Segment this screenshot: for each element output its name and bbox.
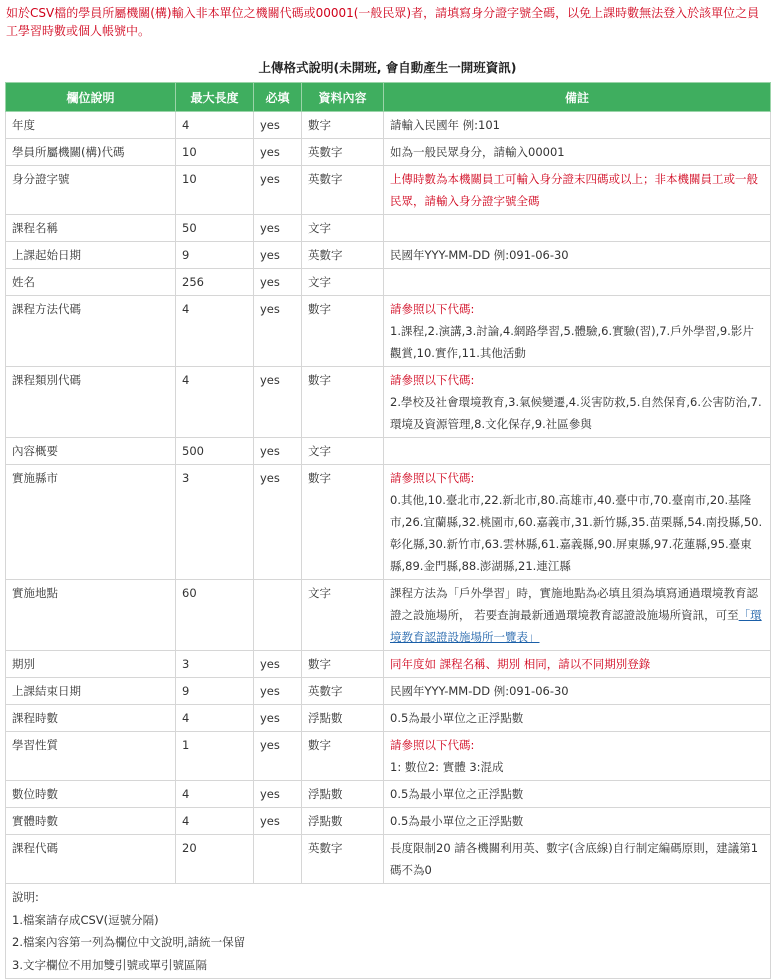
- cell-field: 實施縣市: [6, 465, 176, 580]
- footer-line: 3.文字欄位不用加雙引號或單引號區隔: [12, 957, 207, 972]
- cell-field: 身分證字號: [6, 166, 176, 215]
- cell-required: yes: [254, 705, 302, 732]
- note-text: 請輸入民國年 例:101: [390, 118, 500, 132]
- note-text: 如為一般民眾身分，請輸入00001: [390, 145, 565, 159]
- cell-note: [384, 732, 771, 781]
- cell-note: [384, 705, 771, 732]
- cell-required: yes: [254, 651, 302, 678]
- header-field: 欄位說明: [6, 83, 176, 112]
- cell-note: [384, 139, 771, 166]
- table-header-row: [6, 83, 771, 112]
- cell-maxlen: 256: [176, 269, 254, 296]
- cell-note: [384, 112, 771, 139]
- cell-maxlen: 60: [176, 580, 254, 651]
- table-row: [6, 835, 771, 884]
- cell-field: 課程代碼: [6, 835, 176, 884]
- note-code-list: 0.其他,10.臺北市,22.新北市,80.高雄市,40.臺中市,70.臺南市,20.基隆市,26.宜蘭縣,32.桃園市,60.嘉義市,31.新竹縣,35.苗栗縣,54.南投縣,50.彰化縣,30.新竹市,63.雲林縣,61.嘉義縣,90.屏東縣,97.花蓮縣,95.臺東縣,89.金門縣,88.澎湖縣,21.連江縣: [390, 493, 763, 573]
- table-row: [6, 112, 771, 139]
- cell-type: 數字: [302, 367, 384, 438]
- cell-maxlen: 10: [176, 166, 254, 215]
- cell-note: [384, 215, 771, 242]
- note-text: 0.5為最小單位之正浮點數: [390, 711, 524, 725]
- cell-field: 上課起始日期: [6, 242, 176, 269]
- header-maxlen: 最大長度: [176, 83, 254, 112]
- note-code-heading: 請參照以下代碼:: [390, 738, 475, 752]
- cell-note: [384, 465, 771, 580]
- table-row: [6, 215, 771, 242]
- cell-note: [384, 651, 771, 678]
- table-row: [6, 367, 771, 438]
- table-row: [6, 678, 771, 705]
- cell-type: 英數字: [302, 166, 384, 215]
- cell-note: [384, 166, 771, 215]
- cell-field: 姓名: [6, 269, 176, 296]
- cell-type: 數字: [302, 465, 384, 580]
- cell-required: yes: [254, 367, 302, 438]
- table-row: [6, 705, 771, 732]
- cell-type: 浮點數: [302, 808, 384, 835]
- table-row: [6, 438, 771, 465]
- table-row: [6, 269, 771, 296]
- table-row: [6, 808, 771, 835]
- cell-type: 數字: [302, 112, 384, 139]
- cell-required: yes: [254, 215, 302, 242]
- cell-required: yes: [254, 781, 302, 808]
- note-text: 同年度如 課程名稱、期別 相同，請以不同期別登錄: [390, 657, 651, 671]
- facility-list-link[interactable]: 「環境教育認證設施場所一覽表」: [390, 608, 762, 644]
- header-required: 必填: [254, 83, 302, 112]
- cell-note: [384, 835, 771, 884]
- note-text: 0.5為最小單位之正浮點數: [390, 814, 524, 828]
- cell-maxlen: 20: [176, 835, 254, 884]
- cell-type: 文字: [302, 580, 384, 651]
- cell-maxlen: 3: [176, 465, 254, 580]
- cell-required: yes: [254, 465, 302, 580]
- cell-field: 數位時數: [6, 781, 176, 808]
- cell-field: 實體時數: [6, 808, 176, 835]
- cell-maxlen: 4: [176, 367, 254, 438]
- cell-maxlen: 4: [176, 808, 254, 835]
- table-row: [6, 296, 771, 367]
- cell-note: [384, 269, 771, 296]
- cell-required: yes: [254, 808, 302, 835]
- cell-field: 年度: [6, 112, 176, 139]
- header-note: 備註: [384, 83, 771, 112]
- table-row: [6, 166, 771, 215]
- cell-type: 數字: [302, 296, 384, 367]
- table-row: [6, 242, 771, 269]
- format-table: [5, 82, 771, 979]
- cell-required: yes: [254, 678, 302, 705]
- cell-type: 數字: [302, 651, 384, 678]
- note-code-list: 2.學校及社會環境教育,3.氣候變遷,4.災害防救,5.自然保育,6.公害防治,7.環境及資源管理,8.文化保存,9.社區參與: [390, 395, 762, 431]
- footer-line: 1.檔案請存成CSV(逗號分隔): [12, 912, 159, 927]
- table-row: [6, 465, 771, 580]
- cell-field: 上課結束日期: [6, 678, 176, 705]
- cell-type: 數字: [302, 732, 384, 781]
- cell-field: 課程時數: [6, 705, 176, 732]
- note-text: 課程方法為「戶外學習」時，實施地點為必填且須為填寫通過環境教育認證之設施場所， 若要查詢最新通過環境教育認證設施場所資訊，可至: [390, 586, 758, 622]
- cell-required: yes: [254, 732, 302, 781]
- footer-line: 2.檔案內容第一列為欄位中文說明,請統一保留: [12, 935, 246, 949]
- cell-type: 英數字: [302, 242, 384, 269]
- cell-type: 文字: [302, 269, 384, 296]
- header-type: 資料內容: [302, 83, 384, 112]
- table-row: [6, 651, 771, 678]
- cell-note: [384, 242, 771, 269]
- footer-cell: [6, 884, 771, 979]
- cell-field: 課程名稱: [6, 215, 176, 242]
- cell-type: 英數字: [302, 835, 384, 884]
- cell-note: [384, 580, 771, 651]
- cell-maxlen: 9: [176, 242, 254, 269]
- cell-field: 實施地點: [6, 580, 176, 651]
- cell-required: yes: [254, 166, 302, 215]
- note-text: 上傳時數為本機關員工可輸入身分證末四碼或以上；非本機關員工或一般民眾，請輸入身分證字號全碼: [390, 172, 758, 208]
- cell-type: 文字: [302, 438, 384, 465]
- cell-field: 學員所屬機關(構)代碼: [6, 139, 176, 166]
- table-row: [6, 732, 771, 781]
- cell-maxlen: 4: [176, 705, 254, 732]
- cell-note: [384, 678, 771, 705]
- table-row: [6, 580, 771, 651]
- cell-field: 內容概要: [6, 438, 176, 465]
- note-code-heading: 請參照以下代碼:: [390, 373, 475, 387]
- cell-type: 英數字: [302, 139, 384, 166]
- footer-title: 說明:: [12, 890, 39, 904]
- cell-maxlen: 9: [176, 678, 254, 705]
- cell-type: 文字: [302, 215, 384, 242]
- cell-field: 課程方法代碼: [6, 296, 176, 367]
- cell-required: yes: [254, 112, 302, 139]
- cell-required: yes: [254, 139, 302, 166]
- note-code-heading: 請參照以下代碼:: [390, 471, 475, 485]
- note-code-heading: 請參照以下代碼:: [390, 302, 475, 316]
- cell-maxlen: 10: [176, 139, 254, 166]
- cell-maxlen: 3: [176, 651, 254, 678]
- cell-required: [254, 580, 302, 651]
- cell-required: yes: [254, 296, 302, 367]
- note-text: 長度限制20 請各機關利用英、數字(含底線)自行制定編碼原則，建議第1碼不為0: [390, 841, 759, 877]
- cell-maxlen: 500: [176, 438, 254, 465]
- cell-note: [384, 367, 771, 438]
- cell-required: yes: [254, 269, 302, 296]
- cell-maxlen: 4: [176, 296, 254, 367]
- table-row: [6, 139, 771, 166]
- note-code-list: 1.課程,2.演講,3.討論,4.網路學習,5.體驗,6.實驗(習),7.戶外學習,9.影片觀賞,10.實作,11.其他活動: [390, 324, 754, 360]
- cell-required: yes: [254, 242, 302, 269]
- note-code-list: 1: 數位2: 實體 3:混成: [390, 760, 504, 774]
- table-row: [6, 781, 771, 808]
- table-caption: 上傳格式說明(未開班, 會自動產生一開班資訊): [258, 60, 517, 75]
- note-text: 民國年YYY-MM-DD 例:091-06-30: [390, 684, 569, 698]
- note-text: 0.5為最小單位之正浮點數: [390, 787, 524, 801]
- cell-field: 學習性質: [6, 732, 176, 781]
- cell-maxlen: 4: [176, 112, 254, 139]
- cell-maxlen: 1: [176, 732, 254, 781]
- cell-type: 英數字: [302, 678, 384, 705]
- cell-note: [384, 438, 771, 465]
- cell-required: [254, 835, 302, 884]
- notice-text: 如於CSV檔的學員所屬機關(構)輸入非本單位之機關代碼或00001(一般民眾)者，請填寫身分證字號全碼，以免上課時數無法登入於該單位之員工學習時數或個人帳號中。: [6, 6, 760, 38]
- cell-type: 浮點數: [302, 705, 384, 732]
- cell-note: [384, 296, 771, 367]
- cell-type: 浮點數: [302, 781, 384, 808]
- cell-maxlen: 50: [176, 215, 254, 242]
- cell-field: 課程類別代碼: [6, 367, 176, 438]
- cell-required: yes: [254, 438, 302, 465]
- cell-note: [384, 781, 771, 808]
- cell-maxlen: 4: [176, 781, 254, 808]
- footer-row: [6, 884, 771, 979]
- note-text: 民國年YYY-MM-DD 例:091-06-30: [390, 248, 569, 262]
- cell-field: 期別: [6, 651, 176, 678]
- cell-note: [384, 808, 771, 835]
